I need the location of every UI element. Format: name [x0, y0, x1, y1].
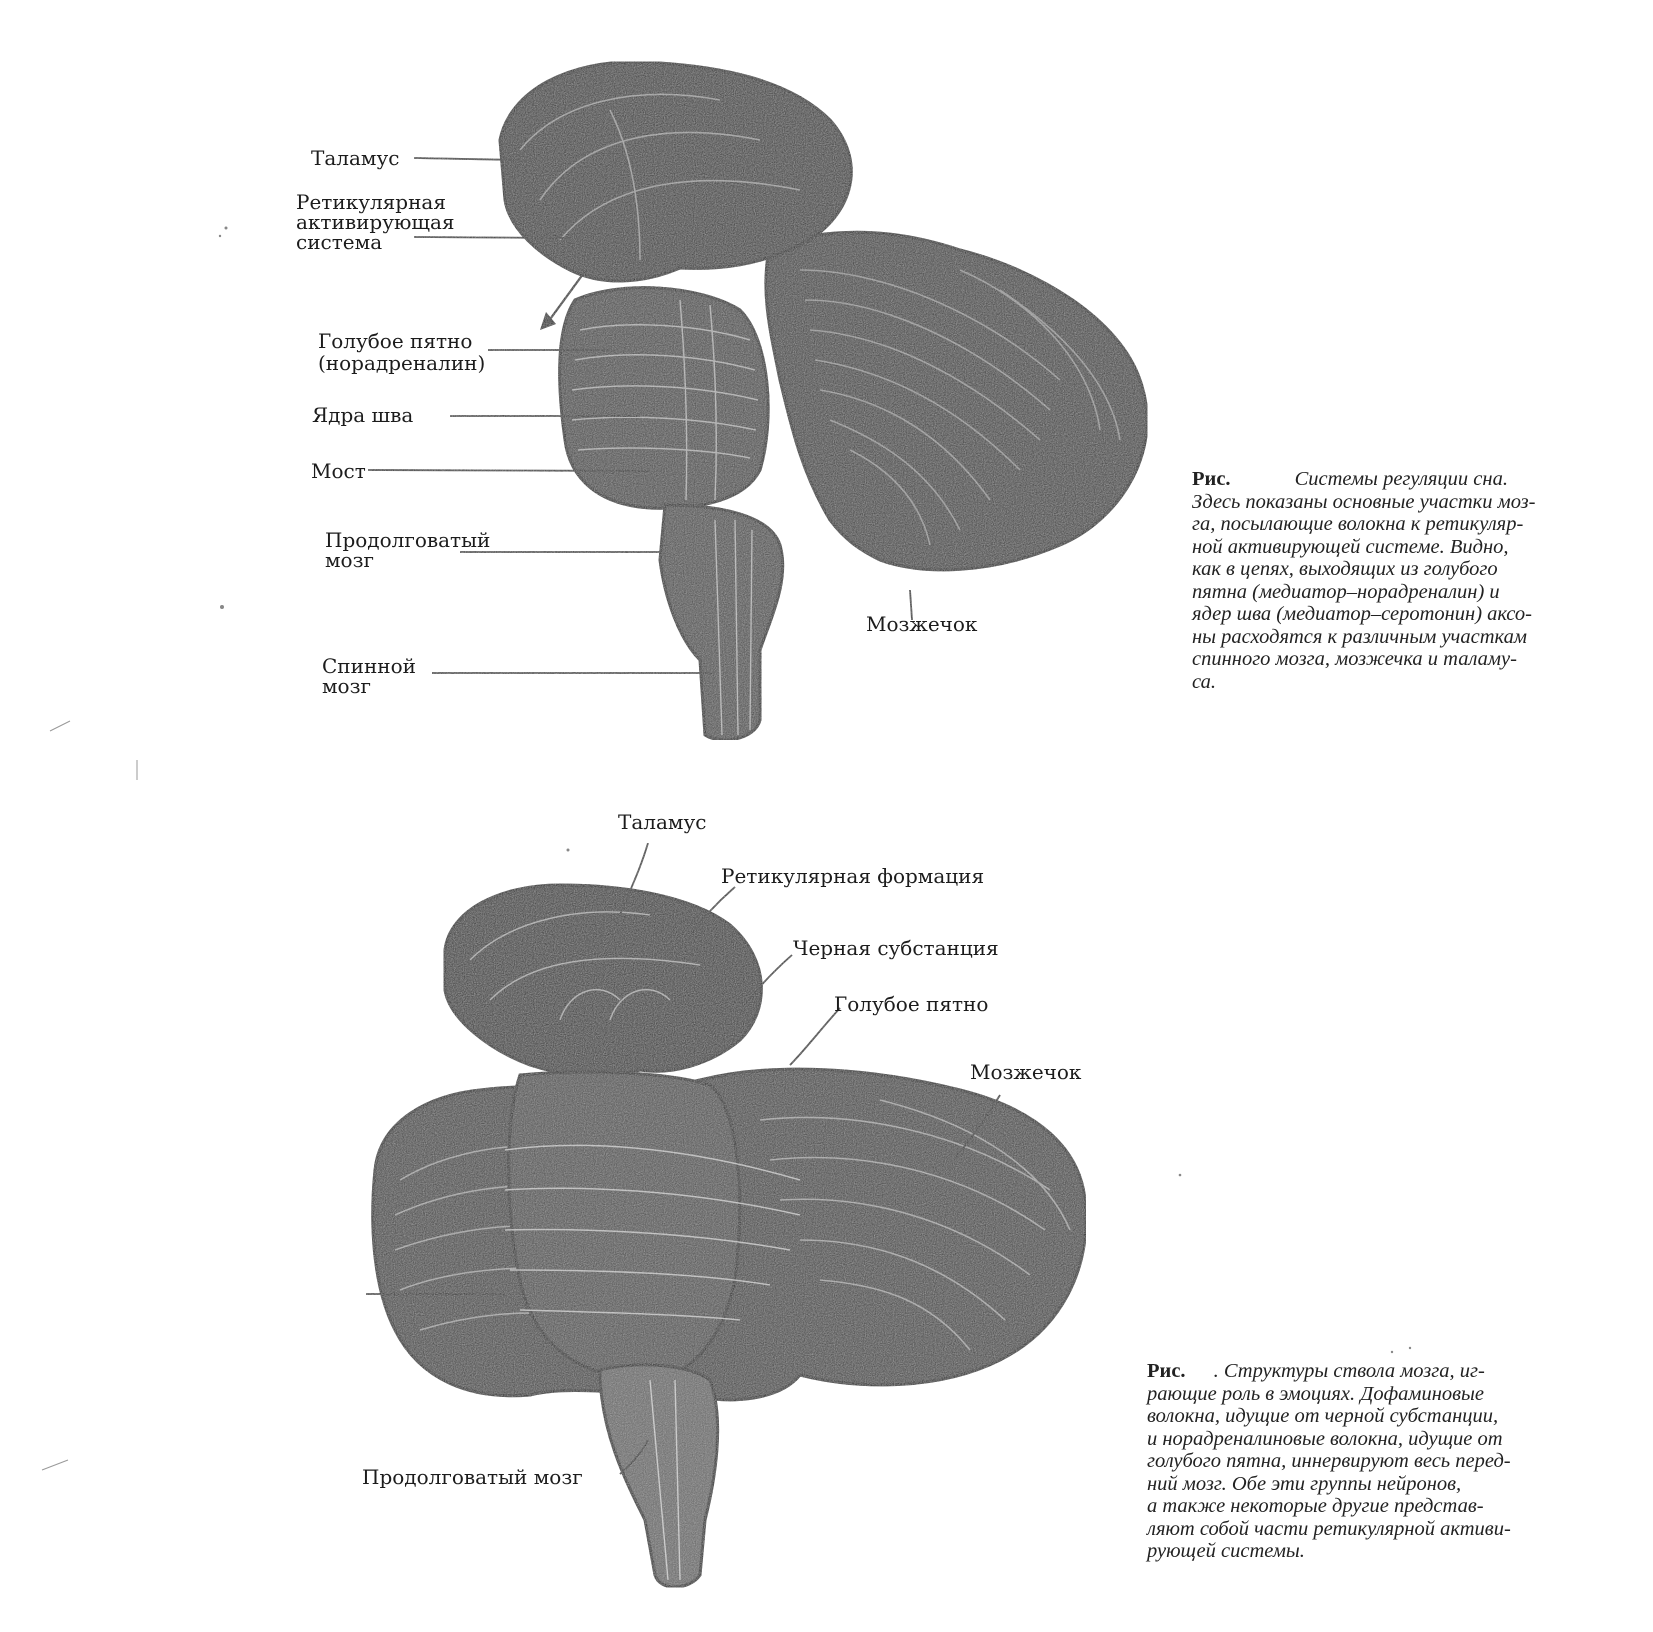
fig1-locus-line2: (норадреналин)	[318, 351, 486, 375]
fig2-caption-line: волокна, идущие от черной субстанции,	[1147, 1405, 1499, 1427]
fig2-caption-line: . Структуры ствола мозга, иг-	[1213, 1360, 1485, 1382]
fig1-label-locus-coeruleus	[318, 330, 485, 374]
fig2-label-cerebellum: Мозжечок	[970, 1060, 1082, 1084]
fig2-caption-line: рающие роль в эмоциях. Дофаминовые	[1147, 1382, 1485, 1405]
fig2-caption-line: ляют собой части ретикулярной активи-	[1147, 1517, 1511, 1540]
fig1-caption-line: ны расходятся к различным участкам	[1192, 625, 1527, 648]
fig1-medulla-line2: мозг	[325, 548, 374, 572]
fig1-spinal-line2: мозг	[322, 674, 371, 698]
fig1-spinal-line1: Спинной	[322, 654, 416, 678]
fig1-caption-line: как в цепях, выходящих из голубого	[1192, 558, 1498, 580]
fig1-caption-line: пятна (медиатор–норадреналин) и	[1192, 580, 1500, 603]
fig1-caption-line: Системы регуляции сна.	[1294, 468, 1508, 490]
fig1-label-raphe-nuclei: Ядра шва	[312, 403, 414, 427]
fig1-caption-line: спинного мозга, мозжечка и таламу-	[1192, 648, 1517, 670]
fig2-caption	[1147, 1360, 1511, 1563]
fig2-brainstem-shape	[509, 1072, 740, 1372]
fig1-cerebellum-shape	[766, 232, 1147, 570]
fig2-label-thalamus: Таламус	[618, 810, 707, 834]
fig1-label-spinal-cord	[322, 656, 416, 696]
fig1-ras-line2: активирующая	[296, 210, 455, 234]
fig2-label-medulla: Продолговатый мозг	[362, 1465, 583, 1489]
fig1-label-pons: Мост	[311, 459, 366, 483]
fig2-caption-line: а также некоторые другие представ-	[1147, 1495, 1484, 1517]
fig1-caption	[1192, 468, 1536, 693]
fig1-ras-line3: система	[296, 230, 383, 254]
fig1-pons-shape	[560, 288, 768, 509]
fig2-label-reticular-formation: Ретикулярная формация	[721, 864, 985, 888]
fig2-label-substantia-nigra: Черная субстанция	[793, 936, 999, 960]
fig1-locus-line1: Голубое пятно	[318, 329, 473, 353]
fig1-label-cerebellum: Мозжечок	[866, 612, 978, 636]
fig1-caption-line: са.	[1192, 670, 1216, 693]
fig1-caption-line: ядер шва (медиатор–серотонин) аксо-	[1192, 603, 1532, 625]
fig1-caption-line: ной активирующей системе. Видно,	[1192, 535, 1509, 558]
fig2-caption-prefix: Рис.	[1147, 1360, 1186, 1382]
scan-marks	[42, 721, 137, 1470]
fig2-caption-line: рующей системы.	[1147, 1540, 1305, 1562]
fig2-caption-line: голубого пятна, иннервируют весь перед-	[1147, 1450, 1511, 1472]
fig1-label-thalamus: Таламус	[311, 146, 400, 170]
fig2-caption-line: и норадреналиновые волокна, идущие от	[1147, 1427, 1503, 1450]
fig1-label-medulla	[325, 530, 490, 570]
fig1-medulla-line1: Продолговатый	[325, 528, 491, 552]
fig1-caption-prefix: Рис.	[1192, 468, 1231, 490]
fig2-caption-line: ний мозг. Обе эти группы нейронов,	[1147, 1472, 1462, 1495]
fig1-caption-line: Здесь показаны основные участки моз-	[1192, 490, 1536, 513]
fig1-label-reticular-activating-system	[296, 192, 455, 252]
fig2-label-locus-coeruleus: Голубое пятно	[834, 992, 989, 1016]
fig1-caption-line: га, посылающие волокна к ретикуляр-	[1192, 513, 1524, 535]
fig1-ras-line1: Ретикулярная	[296, 190, 446, 214]
figure1-illustration	[368, 62, 1147, 740]
fig2-thalamus-shape	[445, 885, 761, 1075]
